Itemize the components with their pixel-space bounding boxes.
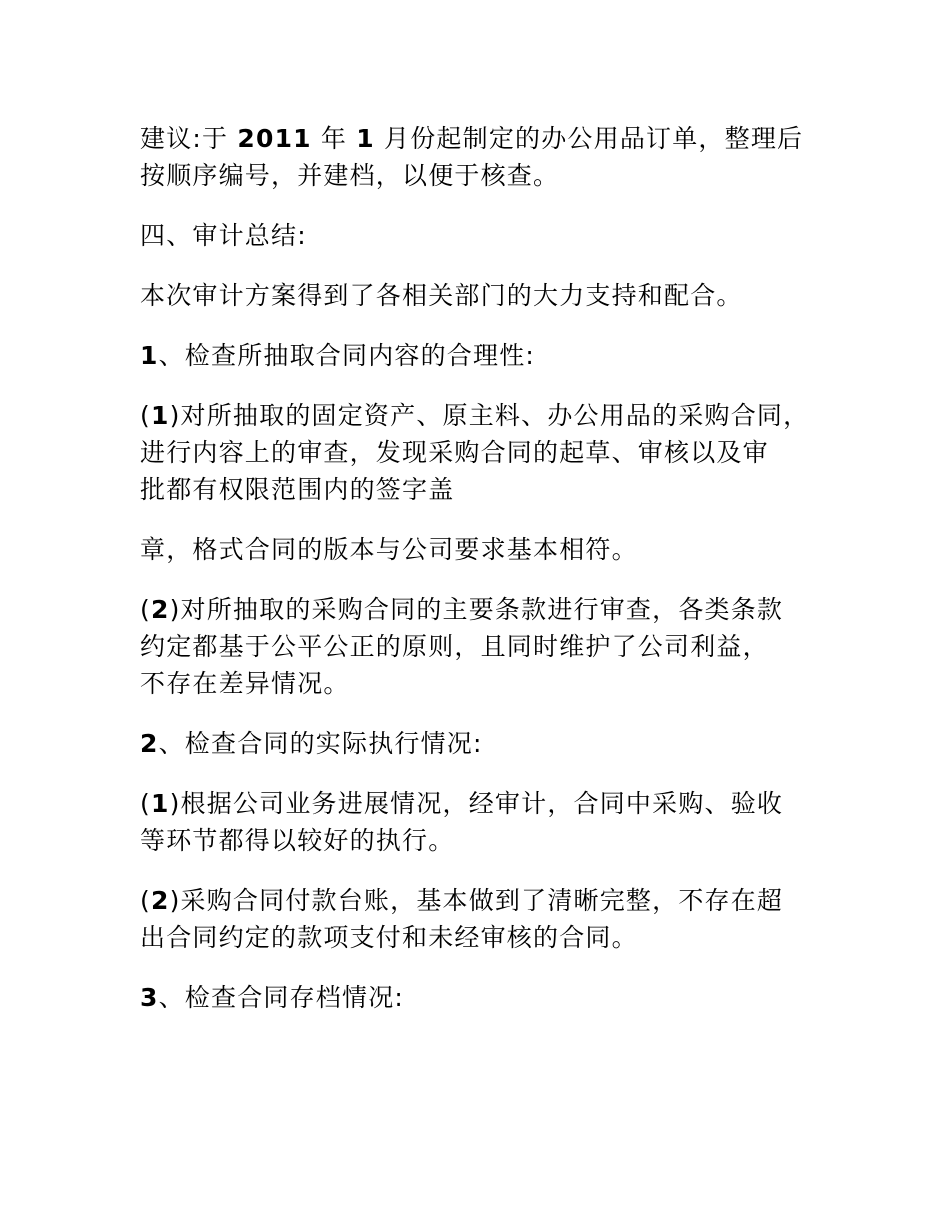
sub-item-2-2 (140, 882, 830, 956)
text-line: (1)对所抽取的固定资产、原主料、办公用品的采购合同， (140, 401, 810, 430)
item-heading-2 (140, 725, 830, 762)
text-line: 本次审计方案得到了各相关部门的大力支持和配合。 (140, 281, 743, 310)
sub-item-1-1 (140, 397, 830, 508)
text-line: 2、检查合同的实际执行情况: (140, 729, 483, 758)
text-line: 出合同约定的款项支付和未经审核的合同。 (140, 923, 638, 952)
text-line: 进行内容上的审查，发现采购合同的起草、审核以及审 (140, 438, 769, 467)
text-line: 章，格式合同的版本与公司要求基本相符。 (140, 535, 638, 564)
item-heading-3 (140, 979, 830, 1016)
text-line: 批都有权限范围内的签字盖 (140, 475, 455, 504)
paragraph-suggestion (140, 120, 830, 194)
text-line: 按顺序编号，并建档，以便于核查。 (140, 161, 560, 190)
sub-item-2-1 (140, 785, 830, 859)
section-heading-audit-summary (140, 217, 830, 254)
text-line: 建议:于 2011 年 1 月份起制定的办公用品订单，整理后 (140, 124, 804, 153)
text-line: 不存在差异情况。 (140, 669, 350, 698)
text-line: 约定都基于公平公正的原则，且同时维护了公司利益， (140, 632, 769, 661)
sub-item-1-2 (140, 591, 830, 702)
text-line: (2)对所抽取的采购合同的主要条款进行审查，各类条款 (140, 595, 784, 624)
text-line: 四、审计总结: (140, 221, 307, 250)
sub-item-1-1-continuation (140, 531, 830, 568)
item-heading-1 (140, 337, 830, 374)
text-line: 3、检查合同存档情况: (140, 983, 405, 1012)
paragraph-summary-intro (140, 277, 830, 314)
text-line: (1)根据公司业务进展情况，经审计，合同中采购、验收 (140, 789, 784, 818)
text-line: 1、检查所抽取合同内容的合理性: (140, 341, 536, 370)
text-line: (2)采购合同付款台账，基本做到了清晰完整，不存在超 (140, 886, 784, 915)
text-line: 等环节都得以较好的执行。 (140, 826, 455, 855)
